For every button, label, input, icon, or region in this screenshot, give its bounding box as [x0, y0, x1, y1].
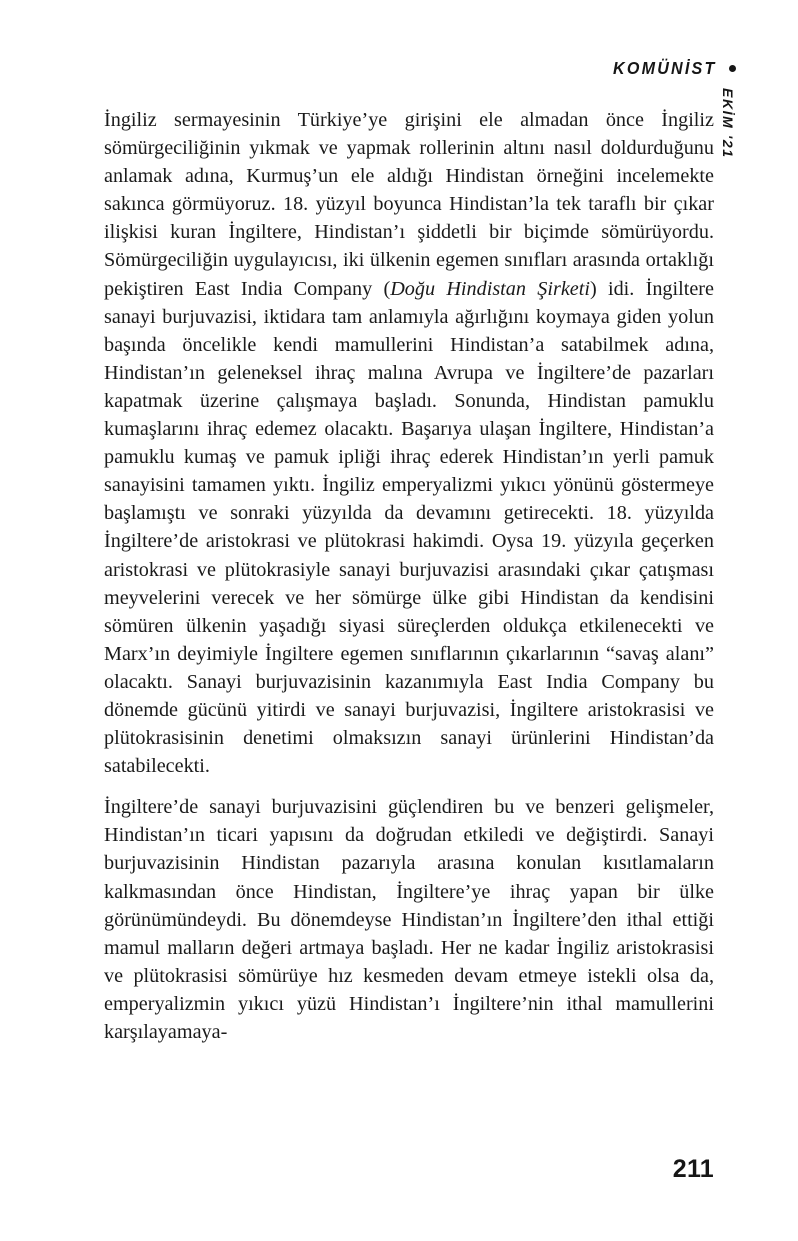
body-text-column: [104, 106, 714, 1046]
paragraph-1-italic-term: Doğu Hindistan Şirketi: [390, 277, 590, 300]
paragraph-1-text-before-italic: İngiliz sermayesinin Türkiye’ye girişini ele almadan önce İngiliz sömürgeciliğinin yıkmak ve yapmak rollerinin altını nasıl doldurduğunu anlamak adına, Kurmuş’un ele aldığı Hindistan örneğini incelemekte sakınca görmüyoruz. 18. yüzyıl boyunca Hindistan’la tek taraflı bir çıkar ilişkisi kuran İngiltere, Hindistan’ı şiddetli bir biçimde sömürüyordu. Sömürgeciliğin uygulayıcısı, iki ülkenin egemen sınıfları arasında ortaklığı pekiştiren East India Company (: [104, 109, 714, 300]
bullet-dot-icon: [729, 65, 736, 72]
paragraph-1-text-after-italic: ) idi. İngiltere sanayi burjuvazisi, iktidara tam anlamıyla ağırlığını koymaya giden yolun başında öncelikle kendi mamullerini Hindistan’a satabilmek adına, Hindistan’ın geleneksel ihraç malına Avrupa ve İngiltere’de pazarları kapatmak üzerine çalışmaya başladı. Sonunda, Hindistan pamuklu kumaşlarını ihraç edemez olacaktı. Başarıya ulaşan İngiltere, Hindistan’a pamuklu kumaş ve pamuk ipliği ihraç ederek Hindistan’ın yerli pamuk sanayisini tamamen yıktı. İngiliz emperyalizmi yıkıcı yönünü göstermeye başlamıştı ve sonraki yüzyılda da devamını getirecekti. 18. yüzyılda İngiltere’de aristokrasi ve plütokrasi hakimdi. Oysa 19. yüzyıla geçerken aristokrasi ve plütokrasiyle sanayi burjuvazisi arasındaki çıkar çatışması meyvelerini verecek ve her sömürge ülke gibi Hindistan da kendisini sömüren ülkenin yaşadığı siyasi süreçlerden oldukça etkilenecekti ve Marx’ın deyimiyle İngiltere egemen sınıflarının çıkarlarının “savaş alanı” olacaktı. Sanayi burjuvazisinin kazanımıyla East India Company bu dönemde gücünü yitirdi ve sanayi burjuvazisi, İngiltere aristokrasisi ve plütokrasisinin denetimi olmaksızın sanayi ürünlerini Hindistan’da satabilecekti.: [104, 277, 714, 778]
page-number: 211: [672, 1155, 714, 1183]
publication-title: KOMÜNİST: [613, 58, 717, 78]
issue-tab: [716, 88, 740, 184]
body-paragraph-2: İngiltere’de sanayi burjuvazisini güçlendiren bu ve benzeri gelişmeler, Hindistan’ın ticari yapısını da doğrudan etkiledi ve değiştirdi. Sanayi burjuvazisinin Hindistan pazarıyla arasına konulan kısıtlamaların kalkmasından önce Hindistan, İngiltere’ye ihraç yapan bir ülke görünümündeydi. Bu dönemdeyse Hindistan’ın İngiltere’den ithal ettiği mamul malların değeri artmaya başladı. Her ne kadar İngiliz aristokrasisi ve plütokrasisi sömürüye hız kesmeden devam etmeye istekli olsa da, emperyalizmin yıkıcı yüzü Hindistan’ı İngiltere’nin ithal mamullerini karşılayamaya-: [104, 796, 714, 1043]
running-head: [604, 58, 736, 79]
issue-date-label: EKİM '21: [720, 88, 736, 159]
body-paragraph-1: [104, 106, 714, 780]
